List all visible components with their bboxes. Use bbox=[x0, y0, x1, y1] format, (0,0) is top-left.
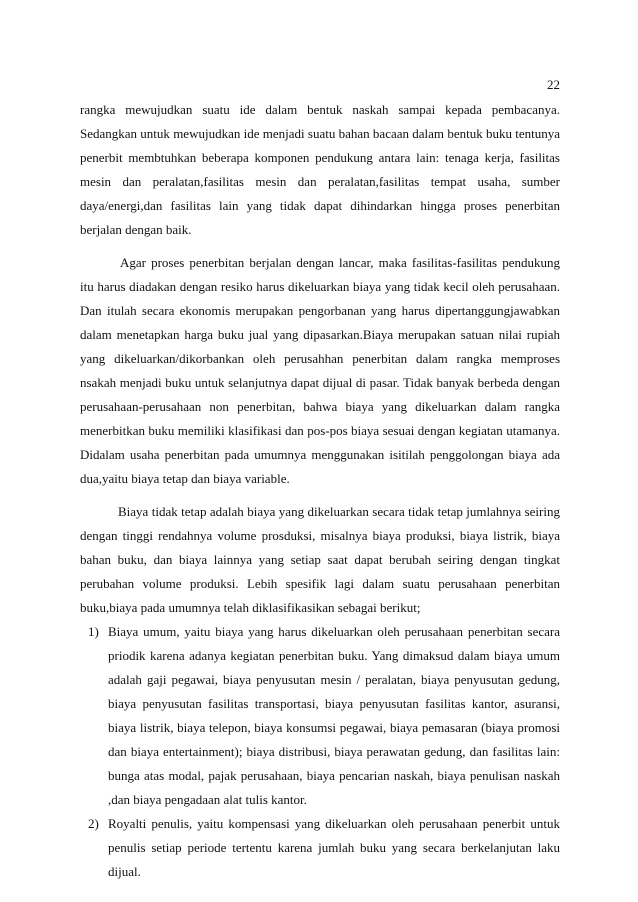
cost-classification-list bbox=[80, 620, 560, 884]
paragraph-continuation: rangka mewujudkan suatu ide dalam bentuk naskah sampai kepada pembacanya. Sedangkan untuk mewujudkan ide menjadi suatu bahan bacaan dalam bentuk buku tentunya penerbit membtuhkan beberapa komponen pendukung antara lain: tenaga kerja, fasilitas mesin dan peralatan,fasilitas mesin dan peralatan,fasilitas tempat usaha, sumber daya/energi,dan fasilitas lain yang tidak dapat dihindarkan hingga proses penerbitan berjalan dengan baik. bbox=[80, 102, 560, 237]
document-body bbox=[80, 98, 560, 884]
list-item-text: Royalti penulis, yaitu kompensasi yang dikeluarkan oleh perusahaan penerbit untuk penulis setiap periode tertentu karena jumlah buku yang secara berkelanjutan laku dijual. bbox=[108, 816, 560, 879]
list-marker: 1) bbox=[88, 624, 99, 639]
page-number: 22 bbox=[547, 77, 560, 92]
list-item bbox=[80, 812, 560, 884]
list-marker: 2) bbox=[88, 816, 99, 831]
paragraph-variable-cost: Biaya tidak tetap adalah biaya yang dikeluarkan secara tidak tetap jumlahnya seiring dengan tinggi rendahnya volume prosduksi, misalnya biaya produksi, biaya listrik, biaya bahan buku, dan biaya lainnya yang setiap saat dapat berubah seiring dengan tingkat perubahan volume produksi. Lebih spesifik lagi dalam suatu perusahaan penerbitan buku,biaya pada umumnya telah diklasifikasikan sebagai berikut; bbox=[80, 504, 560, 615]
paragraph-facilities-cost: Agar proses penerbitan berjalan dengan lancar, maka fasilitas-fasilitas pendukung itu harus diadakan dengan resiko harus dikeluarkan biaya yang tidak kecil oleh perusahaan. Dan itulah secara ekonomis merupakan pengorbanan yang harus dipertanggungjawabkan dalam menetapkan harga buku jual yang dipasarkan.Biaya merupakan satuan nilai rupiah yang dikeluarkan/dikorbankan oleh perusahhan penerbitan dalam rangka memproses nsakah menjadi buku untuk selanjutnya dapat dijual di pasar. Tidak banyak berbeda dengan perusahaan-perusahaan non penerbitan, bahwa biaya yang dikeluarkan dalam rangka menerbitkan buku memiliki klasifikasi dan pos-pos biaya sesuai dengan kegiatan utamanya. Didalam usaha penerbitan pada umumnya menggunakan isitilah penggolongan biaya ada dua,yaitu biaya tetap dan biaya variable. bbox=[80, 255, 560, 486]
list-item bbox=[80, 620, 560, 812]
list-item-text: Biaya umum, yaitu biaya yang harus dikeluarkan oleh perusahaan penerbitan secara priodik karena adanya kegiatan penerbitan buku. Yang dimaksud dalam biaya umum adalah gaji pegawai, biaya penyusutan mesin / peralatan, biaya penyusutan gedung, biaya penyusutan fasilitas transportasi, biaya penyusutan fasilitas kantor, asuransi, biaya listrik, biaya telepon, biaya konsumsi pegawai, biaya pemasaran (biaya promosi dan biaya entertainment); biaya distribusi, biaya perawatan gedung, dan fasilitas lain: bunga atas modal, pajak perusahaan, biaya pencarian naskah, biaya penulisan naskah ,dan biaya pengadaan alat tulis kantor. bbox=[108, 624, 560, 807]
